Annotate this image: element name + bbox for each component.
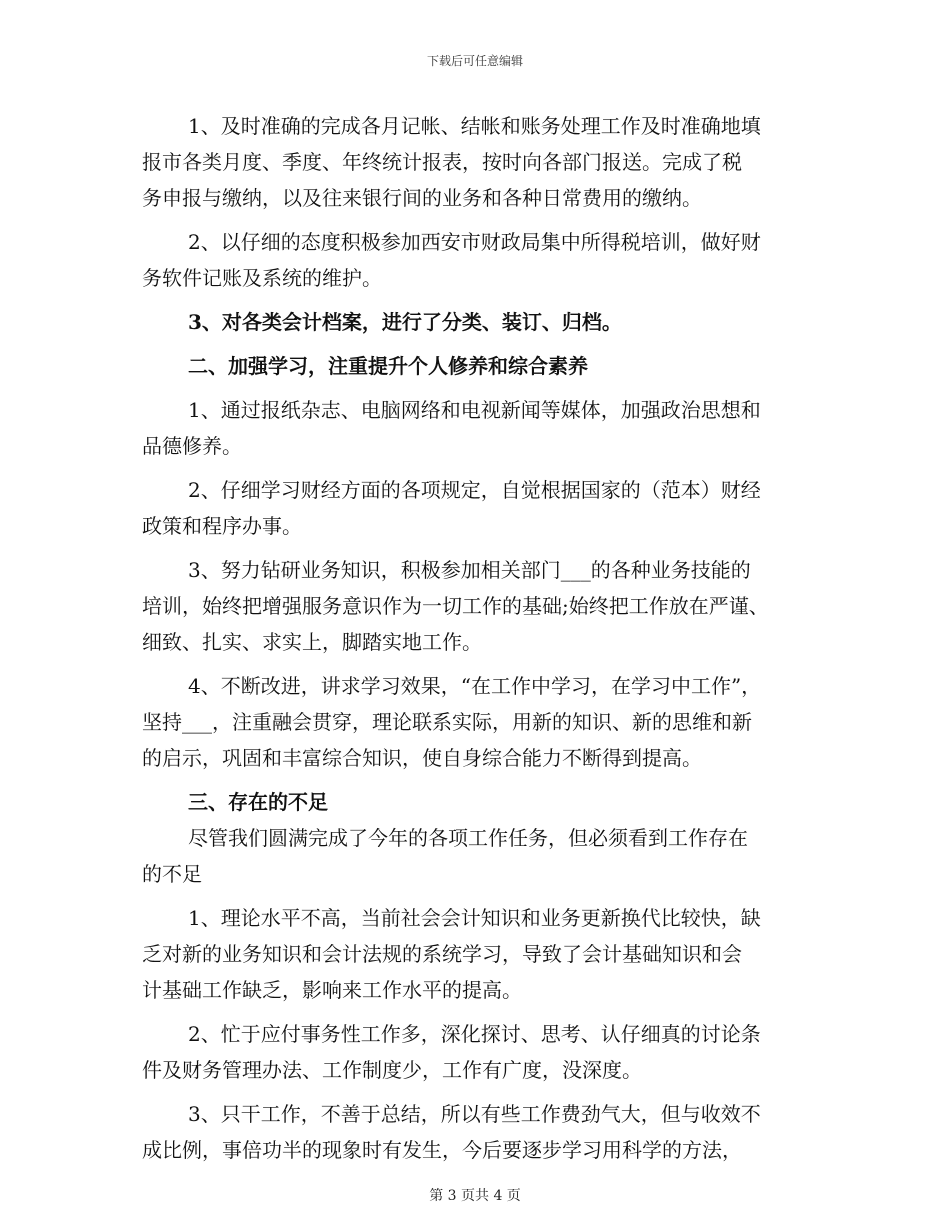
paragraph-line: 尽管我们圆满完成了今年的各项工作任务，但必须看到工作存在 <box>188 826 748 850</box>
paragraph-line: 3、努力钻研业务知识，积极参加相关部门___的各种业务技能的 <box>188 558 751 582</box>
paragraph-line: 的启示，巩固和丰富综合知识，使自身综合能力不断得到提高。 <box>142 746 702 770</box>
paragraph-line: 1、通过报纸杂志、电脑网络和电视新闻等媒体，加强政治思想和 <box>188 398 761 422</box>
page-footer: 第 3 页共 4 页 <box>429 1188 521 1204</box>
paragraph-line: 政策和程序办事。 <box>142 514 302 538</box>
paragraph-line: 2、仔细学习财经方面的各项规定，自觉根据国家的（范本）财经 <box>188 478 761 502</box>
paragraph-line: 乏对新的业务知识和会计法规的系统学习，导致了会计基础知识和会 <box>142 942 742 966</box>
paragraph-line: 坚持___，注重融会贯穿，理论联系实际，用新的知识、新的思维和新 <box>142 710 752 734</box>
paragraph-line: 计基础工作缺乏，影响来工作水平的提高。 <box>142 978 522 1002</box>
paragraph-line: 1、及时准确的完成各月记帐、结帐和账务处理工作及时准确地填 <box>188 114 761 138</box>
paragraph-line: 培训，始终把增强服务意识作为一切工作的基础;始终把工作放在严谨、 <box>142 594 769 618</box>
document-body <box>142 108 822 1168</box>
paragraph-line: 3、只干工作，不善于总结，所以有些工作费劲气大，但与收效不 <box>188 1102 761 1126</box>
paragraph-line: 细致、扎实、求实上，脚踏实地工作。 <box>142 630 482 654</box>
paragraph-line: 2、忙于应付事务性工作多，深化探讨、思考、认仔细真的讨论条 <box>188 1022 761 1046</box>
paragraph-line: 4、不断改进，讲求学习效果，“在工作中学习，在学习中工作”， <box>188 674 762 698</box>
section-heading: 三、存在的不足 <box>188 790 328 814</box>
paragraph-line: 1、理论水平不高，当前社会会计知识和业务更新换代比较快，缺 <box>188 906 761 930</box>
paragraph-line: 件及财务管理办法、工作制度少，工作有广度，没深度。 <box>142 1058 642 1082</box>
page-header: 下载后可任意编辑 <box>426 54 523 68</box>
paragraph-line: 品德修养。 <box>142 434 242 458</box>
paragraph-line: 务软件记账及系统的维护。 <box>142 266 382 290</box>
paragraph-line: 2、以仔细的态度积极参加西安市财政局集中所得税培训，做好财 <box>188 230 761 254</box>
section-heading: 二、加强学习，注重提升个人修养和综合素养 <box>188 354 588 378</box>
paragraph-line: 成比例，事倍功半的现象时有发生，今后要逐步学习用科学的方法， <box>142 1138 742 1162</box>
paragraph-line: 报市各类月度、季度、年终统计报表，按时向各部门报送。完成了税 <box>142 150 742 174</box>
paragraph-line: 务申报与缴纳，以及往来银行间的业务和各种日常费用的缴纳。 <box>142 186 702 210</box>
bold-paragraph-line: 3、对各类会计档案，进行了分类、装订、归档。 <box>188 310 622 334</box>
paragraph-line: 的不足 <box>142 862 202 886</box>
